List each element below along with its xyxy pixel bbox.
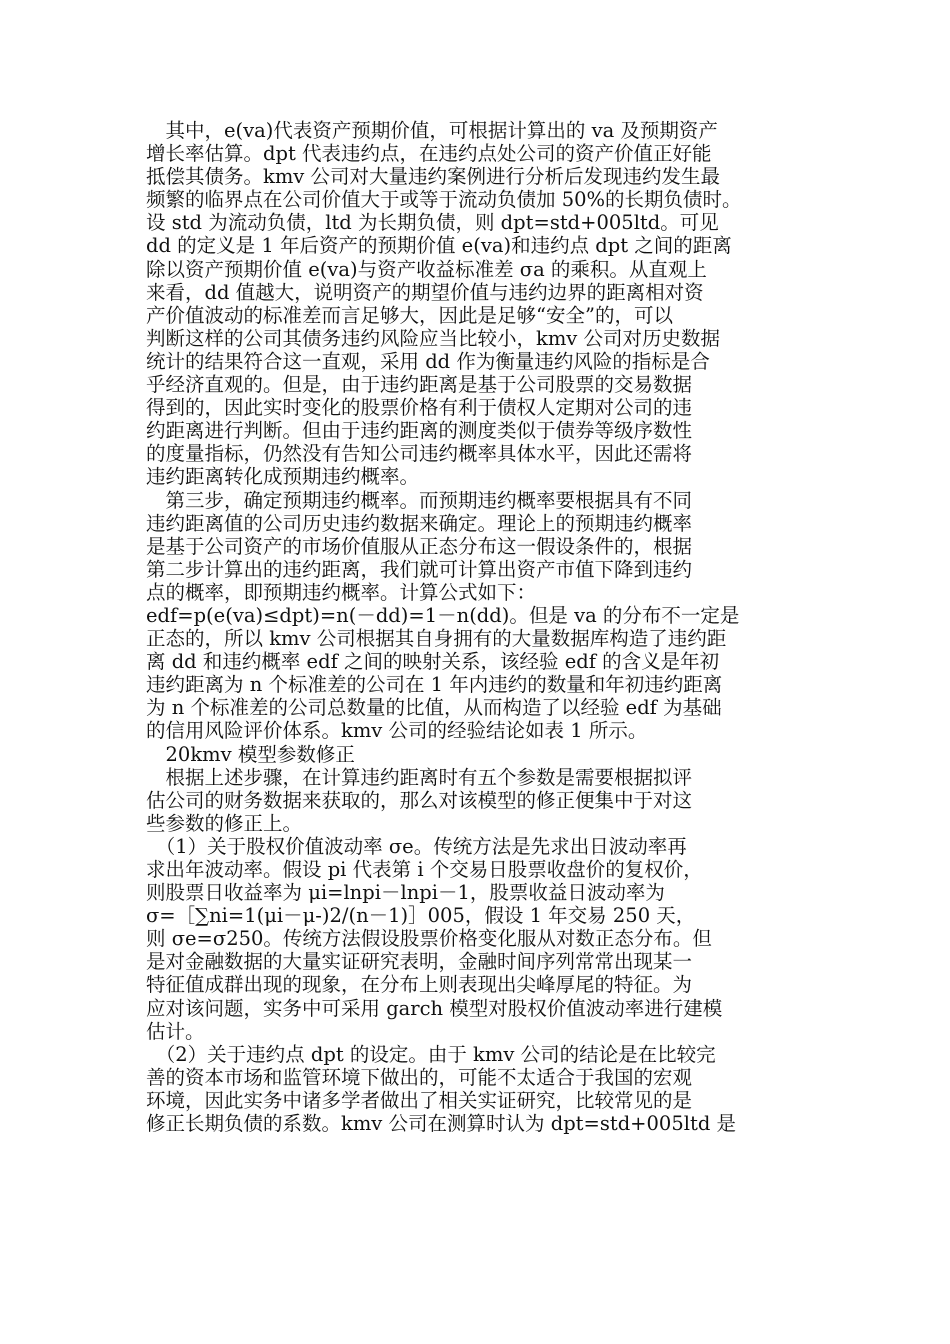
text-line: 抵偿其债务。kmv 公司对大量违约案例进行分析后发现违约发生最 — [146, 165, 721, 189]
text-line: 的度量指标，仍然没有告知公司违约概率具体水平，因此还需将 — [146, 442, 693, 466]
document-body — [146, 119, 806, 1135]
text-line: 估计。 — [146, 1019, 205, 1043]
text-line: 判断这样的公司其债务违约风险应当比较小，kmv 公司对历史数据 — [146, 326, 721, 350]
text-line: 环境，因此实务中诸多学者做出了相关实证研究，比较常见的是 — [146, 1088, 693, 1112]
formula-line: σ=［∑ni=1(μi－μ-)2/(n－1)］005，假设 1 年交易 250 天， — [146, 904, 696, 928]
formula-line: edf=p(e(va)≤dpt)=n(－dd)=1－n(dd)。但是 va 的分布不一定是 — [146, 603, 740, 627]
text-line: （2）关于违约点 dpt 的设定。由于 kmv 公司的结论是在比较完 — [146, 1042, 716, 1066]
text-line: 正态的，所以 kmv 公司根据其自身拥有的大量数据库构造了违约距 — [146, 627, 727, 651]
text-line: 求出年波动率。假设 pi 代表第 i 个交易日股票收盘价的复权价， — [146, 858, 703, 881]
text-line: 根据上述步骤，在计算违约距离时有五个参数是需要根据拟评 — [146, 765, 693, 789]
text-line: dd 的定义是 1 年后资产的预期价值 e(va)和违约点 dpt 之间的距离 — [146, 234, 732, 258]
text-line: 乎经济直观的。但是，由于违约距离是基于公司股票的交易数据 — [146, 373, 693, 397]
text-line: 设 std 为流动负债，ltd 为长期负债，则 dpt=std+005ltd。可见 — [146, 211, 719, 235]
text-line: 是基于公司资产的市场价值服从正态分布这一假设条件的，根据 — [146, 534, 693, 558]
text-line: 违约距离为 n 个标准差的公司在 1 年内违约的数量和年初违约距离 — [146, 673, 723, 697]
text-line: 修正长期负债的系数。kmv 公司在测算时认为 dpt=std+005ltd 是 — [146, 1112, 736, 1136]
text-line: 为 n 个标准差的公司总数量的比值，从而构造了以经验 edf 为基础 — [146, 696, 722, 720]
text-line: 则 σe=σ250。传统方法假设股票价格变化服从对数正态分布。但 — [146, 927, 712, 951]
text-line: 估公司的财务数据来获取的，那么对该模型的修正便集中于对这 — [146, 788, 693, 812]
text-line: 善的资本市场和监管环境下做出的，可能不太适合于我国的宏观 — [146, 1065, 693, 1089]
text-line: 些参数的修正上。 — [146, 811, 303, 835]
text-line: （1）关于股权价值波动率 σe。传统方法是先求出日波动率再 — [146, 834, 687, 858]
text-line: 第三步，确定预期违约概率。而预期违约概率要根据具有不同 — [146, 488, 693, 512]
text-line: 的信用风险评价体系。kmv 公司的经验结论如表 1 所示。 — [146, 719, 648, 743]
text-line: 除以资产预期价值 e(va)与资产收益标准差 σa 的乘积。从直观上 — [146, 257, 707, 281]
text-line: 则股票日收益率为 μi=lnpi－lnpi－1，股票收益日波动率为 — [146, 881, 665, 905]
text-line: 统计的结果符合这一直观，采用 dd 作为衡量违约风险的指标是合 — [146, 349, 710, 373]
text-line: 违约距离转化成预期违约概率。 — [146, 465, 420, 489]
text-line: 第二步计算出的违约距离，我们就可计算出资产市值下降到违约 — [146, 557, 693, 581]
text-line: 离 dd 和违约概率 edf 之间的映射关系，该经验 edf 的含义是年初 — [146, 650, 720, 674]
text-line: 得到的，因此实时变化的股票价格有利于债权人定期对公司的违 — [146, 396, 693, 420]
section-heading: 20kmv 模型参数修正 — [146, 742, 355, 766]
text-line: 违约距离值的公司历史违约数据来确定。理论上的预期违约概率 — [146, 511, 693, 535]
text-line: 产价值波动的标准差而言足够大，因此是足够“安全”的，可以 — [146, 303, 673, 327]
text-line: 其中，e(va)代表资产预期价值，可根据计算出的 va 及预期资产 — [146, 119, 718, 142]
text-line: 来看，dd 值越大，说明资产的期望价值与违约边界的距离相对资 — [146, 280, 704, 304]
text-line: 应对该问题，实务中可采用 garch 模型对股权价值波动率进行建模 — [146, 996, 723, 1020]
text-line: 频繁的临界点在公司价值大于或等于流动负债加 50%的长期负债时。 — [146, 188, 742, 212]
text-line: 点的概率，即预期违约概率。计算公式如下： — [146, 580, 537, 604]
text-line: 是对金融数据的大量实证研究表明，金融时间序列常常出现某一 — [146, 950, 693, 974]
text-line: 增长率估算。dpt 代表违约点，在违约点处公司的资产价值正好能 — [146, 142, 712, 166]
text-line: 约距离进行判断。但由于违约距离的测度类似于债券等级序数性 — [146, 419, 693, 443]
text-line: 特征值成群出现的现象，在分布上则表现出尖峰厚尾的特征。为 — [146, 973, 693, 997]
